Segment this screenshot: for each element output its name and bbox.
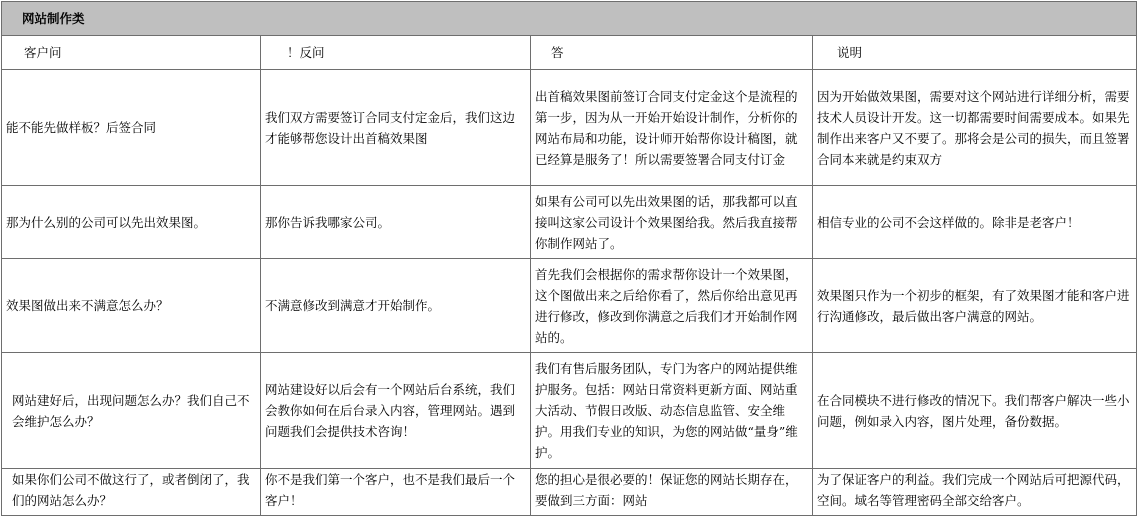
- table-row: [2, 186, 1137, 259]
- cell-rebuttal[interactable]: 那你告诉我哪家公司。: [261, 186, 531, 259]
- header-row: [2, 36, 1137, 70]
- table-title[interactable]: 网站制作类: [2, 2, 1137, 36]
- cell-question[interactable]: 如果你们公司不做这行了，或者倒闭了，我们的网站怎么办？: [2, 469, 261, 516]
- cell-answer[interactable]: 您的担心是很必要的！保证您的网站长期存在，要做到三方面：网站: [531, 469, 813, 516]
- cell-question[interactable]: 效果图做出来不满意怎么办？: [2, 259, 261, 353]
- cell-explanation[interactable]: 效果图只作为一个初步的框架，有了效果图才能和客户进行沟通修改，最后做出客户满意的网站。: [813, 259, 1137, 353]
- header-explanation[interactable]: 说明: [813, 36, 1137, 70]
- cell-explanation[interactable]: 为了保证客户的利益。我们完成一个网站后可把源代码，空间。域名等管理密码全部交给客户。: [813, 469, 1137, 516]
- cell-question[interactable]: 那为什么别的公司可以先出效果图。: [2, 186, 261, 259]
- header-rebuttal[interactable]: ！反问: [261, 36, 531, 70]
- table-row: [2, 259, 1137, 353]
- cell-rebuttal[interactable]: 网站建设好以后会有一个网站后台系统，我们会教你如何在后台录入内容，管理网站。遇到问题我们会提供技术咨询！: [261, 353, 531, 469]
- cell-question[interactable]: 能不能先做样板？后签合同: [2, 70, 261, 186]
- cell-rebuttal[interactable]: 你不是我们第一个客户，也不是我们最后一个客户！: [261, 469, 531, 516]
- cell-answer[interactable]: 我们有售后服务团队，专门为客户的网站提供维护服务。包括：网站日常资料更新方面、网站重大活动、节假日改版、动态信息监管、安全维护。用我们专业的知识，为您的网站做“量身”维护。: [531, 353, 813, 469]
- cell-answer[interactable]: 首先我们会根据你的需求帮你设计一个效果图，这个图做出来之后给你看了，然后你给出意见再进行修改，修改到你满意之后我们才开始制作网站的。: [531, 259, 813, 353]
- cell-explanation[interactable]: 相信专业的公司不会这样做的。除非是老客户！: [813, 186, 1137, 259]
- table-row: [2, 353, 1137, 469]
- cell-answer[interactable]: 如果有公司可以先出效果图的话，那我都可以直接叫这家公司设计个效果图给我。然后我直接帮你制作网站了。: [531, 186, 813, 259]
- table-row: [2, 469, 1137, 516]
- faq-table: [1, 1, 1137, 516]
- cell-question[interactable]: 网站建好后，出现问题怎么办？我们自己不会维护怎么办？: [2, 353, 261, 469]
- cell-explanation[interactable]: 因为开始做效果图，需要对这个网站进行详细分析，需要技术人员设计开发。这一切都需要时间需要成本。如果先制作出来客户又不要了。那将会是公司的损失，而且签署合同本来就是约束双方: [813, 70, 1137, 186]
- header-customer-question[interactable]: 客户问: [2, 36, 261, 70]
- header-answer[interactable]: 答: [531, 36, 813, 70]
- table-row: [2, 70, 1137, 186]
- cell-explanation[interactable]: 在合同模块不进行修改的情况下。我们帮客户解决一些小问题，例如录入内容，图片处理，备份数据。: [813, 353, 1137, 469]
- cell-rebuttal[interactable]: 不满意修改到满意才开始制作。: [261, 259, 531, 353]
- title-row: [2, 2, 1137, 36]
- cell-rebuttal[interactable]: 我们双方需要签订合同支付定金后，我们这边才能够帮您设计出首稿效果图: [261, 70, 531, 186]
- cell-answer[interactable]: 出首稿效果图前签订合同支付定金这个是流程的第一步，因为从一开始开始设计制作，分析你的网站布局和功能，设计师开始帮你设计稿图，就已经算是服务了！所以需要签署合同支付订金: [531, 70, 813, 186]
